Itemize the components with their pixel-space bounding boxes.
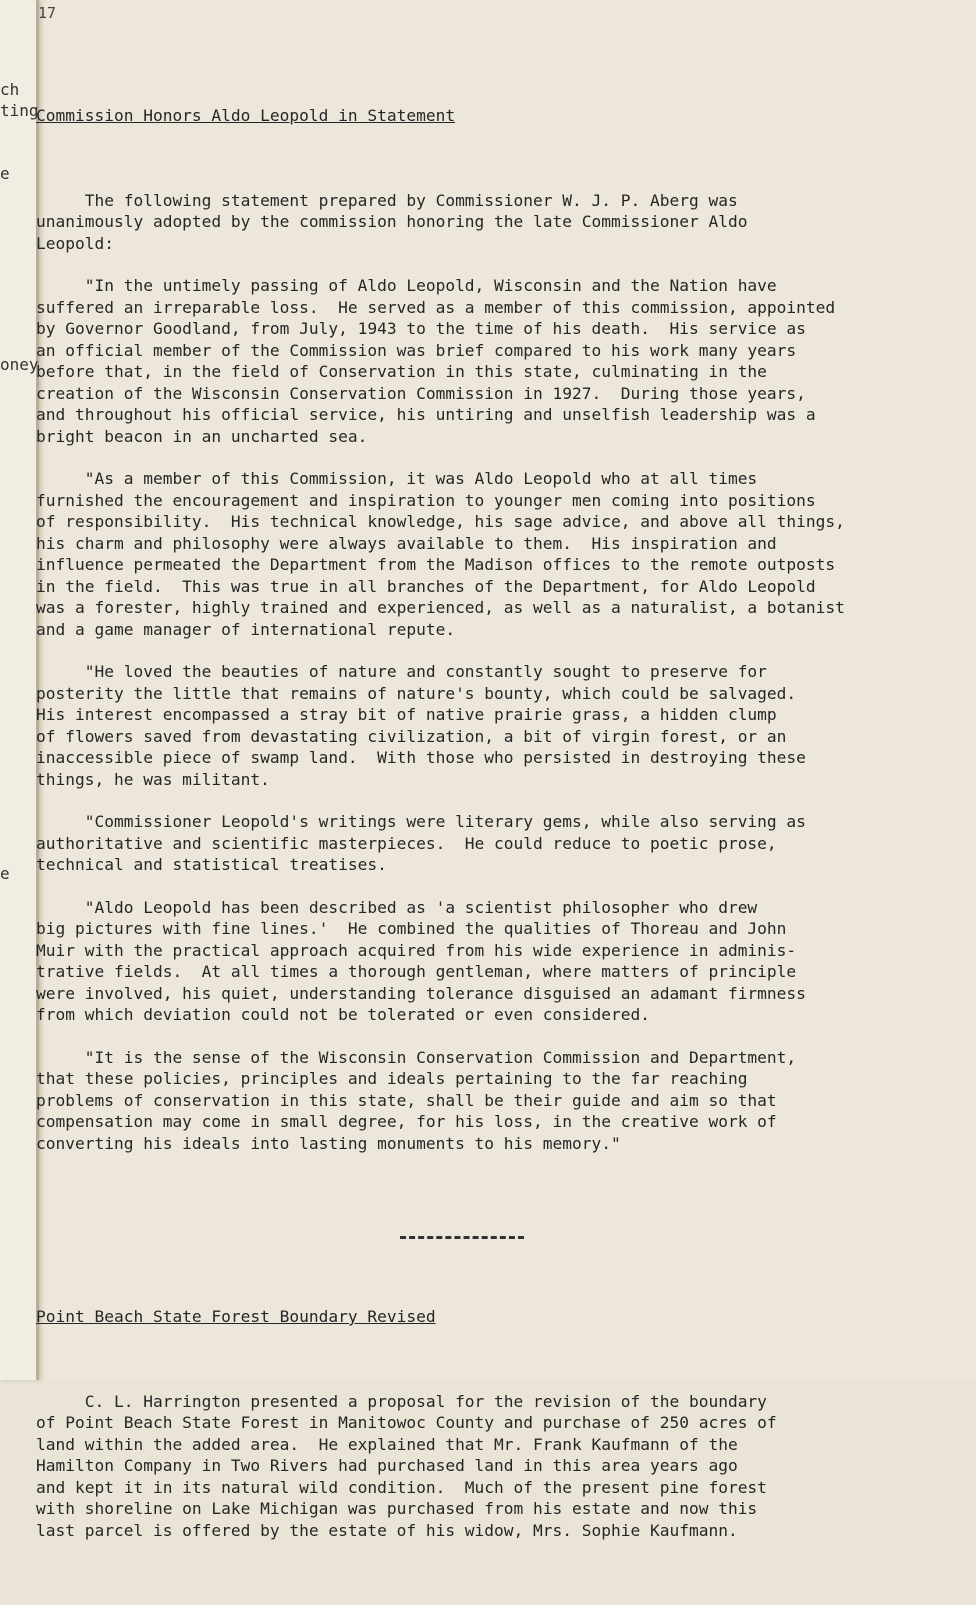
text-line: that these policies, principles and ideals pertaining to the far reaching bbox=[36, 1069, 748, 1088]
margin-fragment: ting bbox=[0, 101, 39, 120]
article-title: Commission Honors Aldo Leopold in Statement bbox=[36, 106, 456, 125]
text-line: by Governor Goodland, from July, 1943 to the time of his death. His service as bbox=[36, 319, 806, 338]
text-line: from which deviation could not be tolerated or even considered. bbox=[36, 1005, 650, 1024]
binding-margin bbox=[0, 0, 39, 1380]
paragraph bbox=[36, 897, 916, 1026]
paragraph bbox=[36, 661, 916, 790]
text-line: last parcel is offered by the estate of his widow, Mrs. Sophie Kaufmann. bbox=[36, 1520, 738, 1540]
text-line: in the field. This was true in all branches of the Department, for Aldo Leopold bbox=[36, 576, 816, 596]
article-body bbox=[36, 1391, 916, 1542]
text-line: suffered an irreparable loss. He served as a member of this commission, appointed bbox=[36, 297, 836, 317]
text-line: His interest encompassed a stray bit of native prairie grass, a hidden clump bbox=[36, 705, 777, 724]
margin-fragment: e bbox=[0, 864, 10, 883]
margin-fragment: e bbox=[0, 164, 10, 183]
text-line: of flowers saved from devastating civilization, a bit of virgin forest, or an bbox=[36, 726, 787, 746]
text-line: C. L. Harrington presented a proposal for the revision of the boundary bbox=[36, 1391, 767, 1411]
page-number: 17 bbox=[38, 4, 57, 22]
text-line: things, he was militant. bbox=[36, 769, 270, 789]
text-line: his charm and philosophy were always available to them. His inspiration and bbox=[36, 533, 777, 553]
section-divider bbox=[400, 1236, 524, 1239]
text-line: Muir with the practical approach acquired from his wide experience in adminis- bbox=[36, 940, 797, 960]
text-line: with shoreline on Lake Michigan was purchased from his estate and now this bbox=[36, 1499, 758, 1518]
text-line: "He loved the beauties of nature and constantly sought to preserve for bbox=[36, 662, 767, 681]
text-line: and throughout his official service, his untiring and unselfish leadership was a bbox=[36, 405, 816, 424]
text-line: influence permeated the Department from the Madison offices to the remote outposts bbox=[36, 555, 836, 574]
text-line: "In the untimely passing of Aldo Leopold, Wisconsin and the Nation have bbox=[36, 276, 777, 295]
text-line: was a forester, highly trained and experienced, as well as a naturalist, a botanist bbox=[36, 598, 845, 617]
text-line: posterity the little that remains of nature's bounty, which could be salvaged. bbox=[36, 683, 797, 703]
text-line: and kept it in its natural wild condition. Much of the present pine forest bbox=[36, 1477, 767, 1497]
text-line: "As a member of this Commission, it was Aldo Leopold who at all times bbox=[36, 469, 758, 488]
text-line: authoritative and scientific masterpieces. He could reduce to poetic prose, bbox=[36, 833, 777, 853]
text-line: compensation may come in small degree, for his loss, in the creative work of bbox=[36, 1112, 777, 1131]
text-line: land within the added area. He explained that Mr. Frank Kaufmann of the bbox=[36, 1434, 738, 1454]
text-line: of Point Beach State Forest in Manitowoc County and purchase of 250 acres of bbox=[36, 1413, 777, 1432]
text-line: Leopold: bbox=[36, 233, 114, 253]
text-line: Hamilton Company in Two Rivers had purchased land in this area years ago bbox=[36, 1456, 738, 1475]
text-line: "Commissioner Leopold's writings were literary gems, while also serving as bbox=[36, 812, 806, 831]
text-line: problems of conservation in this state, shall be their guide and aim so that bbox=[36, 1090, 777, 1110]
paragraph bbox=[36, 811, 916, 876]
text-line: "Aldo Leopold has been described as 'a scientist philosopher who drew bbox=[36, 897, 758, 917]
paragraph bbox=[36, 275, 916, 447]
text-line: technical and statistical treatises. bbox=[36, 855, 387, 874]
text-line: "It is the sense of the Wisconsin Conservation Commission and Department, bbox=[36, 1047, 797, 1067]
text-line: unanimously adopted by the commission honoring the late Commissioner Aldo bbox=[36, 212, 748, 231]
document-body bbox=[36, 62, 916, 1605]
article-body bbox=[36, 190, 916, 1155]
text-line: bright beacon in an uncharted sea. bbox=[36, 426, 368, 446]
article-title: Point Beach State Forest Boundary Revised bbox=[36, 1307, 436, 1326]
margin-fragment: oney bbox=[0, 355, 39, 374]
text-line: The following statement prepared by Commissioner W. J. P. Aberg was bbox=[36, 190, 738, 210]
text-line: furnished the encouragement and inspiration to younger men coming into positions bbox=[36, 490, 816, 510]
margin-fragment: ch bbox=[0, 80, 20, 99]
text-line: were involved, his quiet, understanding tolerance disguised an adamant firmness bbox=[36, 983, 806, 1003]
text-line: an official member of the Commission was brief compared to his work many years bbox=[36, 340, 797, 360]
text-line: trative fields. At all times a thorough gentleman, where matters of principle bbox=[36, 962, 797, 981]
text-line: creation of the Wisconsin Conservation Commission in 1927. During those years, bbox=[36, 383, 806, 403]
text-line: of responsibility. His technical knowledge, his sage advice, and above all things, bbox=[36, 512, 845, 531]
text-line: big pictures with fine lines.' He combined the qualities of Thoreau and John bbox=[36, 919, 787, 938]
paragraph bbox=[36, 1047, 916, 1155]
paragraph bbox=[36, 1391, 916, 1542]
text-line: converting his ideals into lasting monuments to his memory." bbox=[36, 1133, 621, 1153]
paragraph bbox=[36, 468, 916, 640]
paragraph bbox=[36, 190, 916, 255]
text-line: before that, in the field of Conservation in this state, culminating in the bbox=[36, 362, 767, 381]
text-line: inaccessible piece of swamp land. With those who persisted in destroying these bbox=[36, 748, 806, 767]
text-line: and a game manager of international repute. bbox=[36, 619, 456, 639]
